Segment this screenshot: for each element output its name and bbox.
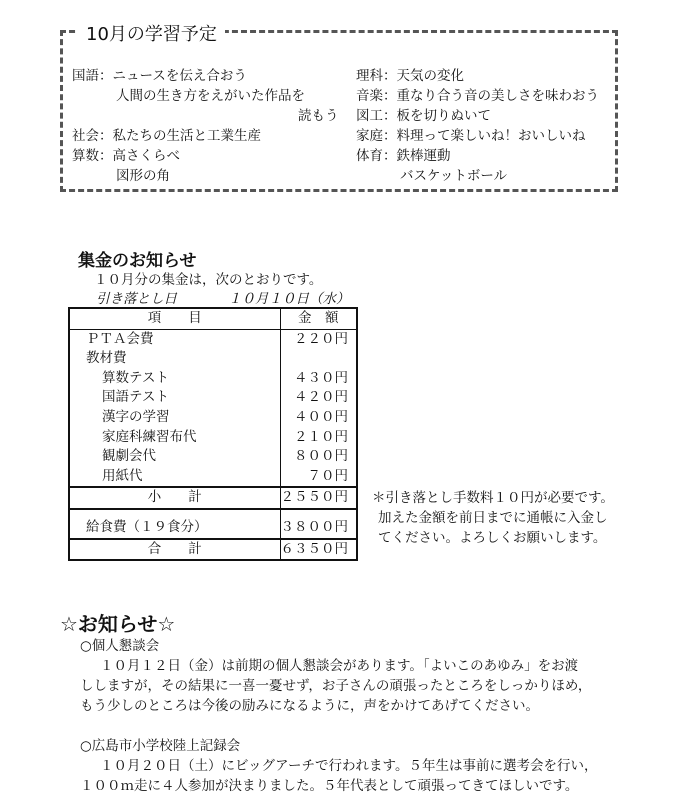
fee-note-line: てください。よろしくお願いします。 bbox=[378, 530, 607, 546]
notice-title: ☆お知らせ☆ bbox=[60, 612, 176, 636]
schedule-right-line: バスケットボール bbox=[400, 168, 508, 184]
fee-note-line: ＊引き落とし手数料１０円が必要です。 bbox=[372, 490, 614, 506]
table-row bbox=[69, 518, 357, 539]
row-item: 漢字の学習 bbox=[69, 408, 280, 428]
row-item: 観劇会代 bbox=[69, 447, 280, 467]
table-row bbox=[69, 428, 357, 448]
fee-table bbox=[68, 307, 358, 561]
table-row bbox=[69, 369, 357, 389]
row-item: 用紙代 bbox=[69, 467, 280, 488]
row-amount: ４３０円 bbox=[280, 369, 357, 389]
row-item: 算数テスト bbox=[69, 369, 280, 389]
table-header-row bbox=[69, 308, 357, 329]
table-row bbox=[69, 329, 357, 349]
notice-line: １０月２０日（土）にビッグアーチで行われます。５年生は事前に選考会を行い， bbox=[100, 758, 598, 774]
row-amount: ８００円 bbox=[280, 447, 357, 467]
subtotal-row bbox=[69, 487, 357, 509]
row-item: 国語テスト bbox=[69, 388, 280, 408]
notice-line: ししますが，その結果に一喜一憂せず，お子さんの頑張ったところをしっかりほめ， bbox=[80, 678, 592, 694]
row-amount: ２１０円 bbox=[280, 428, 357, 448]
table-row bbox=[69, 388, 357, 408]
schedule-right-line: 理科：天気の変化 bbox=[356, 68, 464, 84]
table-row bbox=[69, 447, 357, 467]
header-amount: 金 額 bbox=[280, 308, 357, 329]
withdraw-label: 引き落とし日 bbox=[96, 291, 177, 307]
schedule-left-line: 国語：ニュースを伝え合おう bbox=[72, 68, 247, 84]
schedule-left-line: 人間の生き方をえがいた作品を bbox=[116, 88, 305, 104]
row-amount: ７０円 bbox=[280, 467, 357, 488]
meal-item: 給食費（１９食分） bbox=[69, 518, 280, 539]
row-amount bbox=[280, 349, 357, 369]
total-amount: ６３５０円 bbox=[280, 539, 357, 561]
total-row bbox=[69, 539, 357, 561]
schedule-title: 10月の学習予定 bbox=[78, 20, 225, 46]
meal-amount: ３８００円 bbox=[280, 518, 357, 539]
header-item: 項 目 bbox=[69, 308, 280, 329]
fee-note-line: 加えた金額を前日までに通帳に入金し bbox=[378, 510, 608, 526]
table-row bbox=[69, 349, 357, 369]
notice-line: １００ｍ走に４人参加が決まりました。５年代表として頑張ってきてほしいです。 bbox=[80, 778, 579, 794]
schedule-left-line: 算数：高さくらべ bbox=[72, 148, 180, 164]
schedule-left-line: 図形の角 bbox=[116, 168, 170, 184]
subtotal-amount: ２５５０円 bbox=[280, 487, 357, 509]
notice-line: １０月１２日（金）は前期の個人懇談会があります。「よいこのあゆみ」をお渡 bbox=[100, 658, 579, 674]
schedule-left-line: 社会：私たちの生活と工業生産 bbox=[72, 128, 261, 144]
subtotal-label: 小 計 bbox=[69, 487, 280, 509]
fee-intro: １０月分の集金は，次のとおりです。 bbox=[94, 272, 323, 288]
row-item: 家庭科練習布代 bbox=[69, 428, 280, 448]
row-item: ＰＴＡ会費 bbox=[69, 329, 280, 349]
schedule-right-line: 体育：鉄棒運動 bbox=[356, 148, 451, 164]
schedule-right-line: 図工：板を切りぬいて bbox=[356, 108, 491, 124]
withdraw-date: １０月１０日（水） bbox=[228, 291, 350, 307]
total-label: 合 計 bbox=[69, 539, 280, 561]
notice-line: もう少しのところは今後の励みになるように，声をかけてあげてください。 bbox=[80, 698, 539, 714]
table-gap bbox=[69, 509, 357, 518]
row-amount: ２２０円 bbox=[280, 329, 357, 349]
schedule-left-line: 読もう bbox=[298, 108, 339, 124]
row-item: 教材費 bbox=[69, 349, 280, 369]
row-amount: ４００円 bbox=[280, 408, 357, 428]
table-row bbox=[69, 467, 357, 488]
notice-heading: ○個人懇談会 bbox=[80, 638, 160, 654]
schedule-right-line: 家庭：料理って楽しいね！おいしいね bbox=[356, 128, 586, 144]
row-amount: ４２０円 bbox=[280, 388, 357, 408]
table-row bbox=[69, 408, 357, 428]
fee-title: 集金のお知らせ bbox=[78, 251, 197, 271]
notice-heading: ○広島市小学校陸上記録会 bbox=[80, 738, 241, 754]
schedule-right-line: 音楽：重なり合う音の美しさを味わおう bbox=[356, 88, 599, 104]
